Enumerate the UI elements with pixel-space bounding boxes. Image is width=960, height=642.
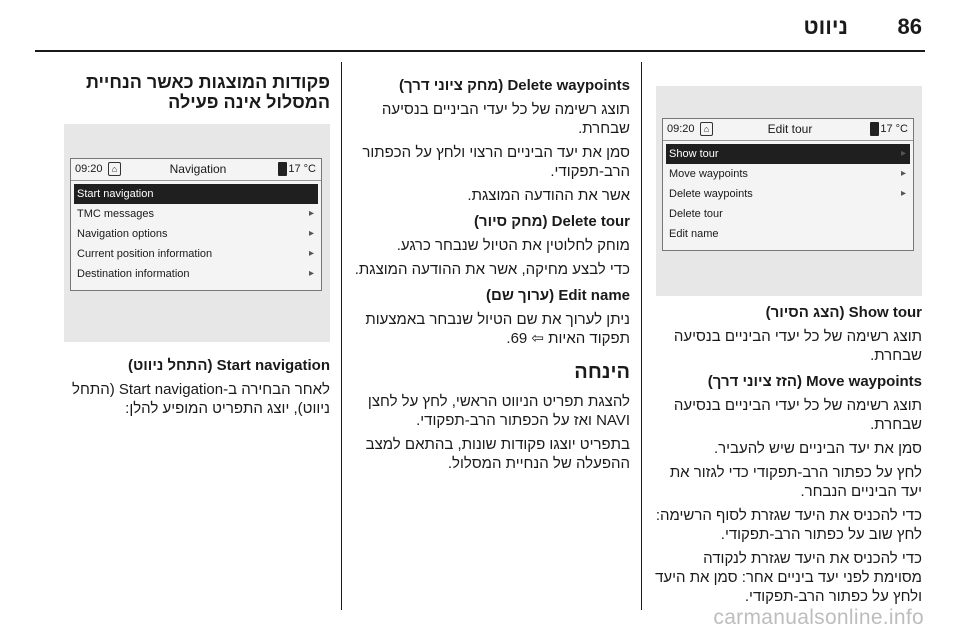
- chevron-right-icon: ▸: [308, 248, 314, 259]
- chevron-right-icon: ▸: [900, 168, 906, 179]
- thermometer-icon: [278, 162, 287, 176]
- paragraph: בתפריט יוצגו פקודות שונות, בהתאם למצב ההפעלה של הנחיית המסלול.: [365, 436, 630, 472]
- menu-item-delete-waypoints[interactable]: Delete waypoints ▸: [666, 184, 910, 204]
- chevron-right-icon: ▸: [308, 268, 314, 279]
- page-number: 86: [897, 14, 922, 39]
- paragraph: לחץ על כפתור הרב-תפקודי כדי לגזור את יעד הביניים הנבחר.: [669, 464, 922, 500]
- paragraph: ניתן לערוך את שם הטיול שנבחר באמצעות תפקוד האיות ⇦ 69.: [365, 311, 630, 347]
- chevron-right-icon: ▸: [900, 188, 906, 199]
- column-divider-left: [341, 62, 342, 610]
- thermometer-icon: [870, 122, 879, 136]
- menu-list: [71, 181, 321, 290]
- paragraph: אשר את ההודעה המוצגת.: [467, 187, 630, 204]
- clock: 09:20: [667, 123, 695, 135]
- paragraph: לאחר הבחירה ב-Start navigation (התחל ניווט), יוצג התפריט המופיע להלן:: [72, 381, 330, 417]
- item-title-move-waypoints: Move waypoints (הזז ציוני דרך): [707, 373, 922, 390]
- menu-item-current-position[interactable]: Current position information ▸: [74, 244, 318, 264]
- menu-item-destination-information[interactable]: Destination information ▸: [74, 264, 318, 284]
- temperature: 17 °C: [288, 163, 316, 175]
- tour-icon: ⌂: [108, 162, 121, 176]
- screen-title: Navigation: [169, 162, 227, 176]
- watermark: carmanualsonline.info: [713, 606, 924, 629]
- paragraph: להצגת תפריט הניווט הראשי, לחץ על לחצן NAVI ואז על הכפתור הרב-תפקודי.: [367, 393, 630, 429]
- menu-item-navigation-options[interactable]: Navigation options ▸: [74, 224, 318, 244]
- item-title-edit-name: Edit name (ערוך שם): [486, 287, 630, 304]
- clock: 09:20: [75, 163, 103, 175]
- temperature: 17 °C: [880, 123, 908, 135]
- paragraph: כדי להכניס את היעד שגזרת לסוף הרשימה: לחץ שוב על כפתור הרב-תפקודי.: [655, 507, 922, 543]
- menu-item-tmc-messages[interactable]: TMC messages ▸: [74, 204, 318, 224]
- paragraph: תוצג רשימה של כל יעדי הביניים בנסיעה שבחרת.: [381, 101, 630, 137]
- column-divider-right: [641, 62, 642, 610]
- edit-tour-screenshot: [656, 86, 922, 296]
- column-middle: [352, 62, 630, 612]
- column-right: [652, 62, 922, 612]
- display-screen: [70, 158, 322, 291]
- menu-item-show-tour[interactable]: Show tour ▸: [666, 144, 910, 164]
- page-header: [0, 0, 960, 52]
- item-title-delete-tour: Delete tour (מחק סיור): [473, 213, 630, 230]
- paragraph: כדי להכניס את היעד שגזרת לנקודה מסוימת לפני יעד ביניים אחר: סמן את היעד ולחץ על כפתור הרב-תפקודי.: [655, 550, 922, 605]
- column-left: [38, 62, 330, 612]
- paragraph: תוצג רשימה של כל יעדי הביניים בנסיעה שבחרת.: [673, 328, 922, 364]
- item-title-delete-waypoints: Delete waypoints (מחק ציוני דרך): [399, 77, 630, 94]
- item-title-start-navigation: Start navigation (התחל ניווט): [127, 357, 330, 374]
- screen-header: [71, 159, 321, 181]
- navigation-menu-screenshot: [64, 124, 330, 342]
- menu-item-start-navigation[interactable]: Start navigation: [74, 184, 318, 204]
- page-title: ניווט: [803, 14, 848, 39]
- item-title-show-tour: Show tour (הצג הסיור): [765, 304, 922, 321]
- chevron-right-icon: ▸: [308, 228, 314, 239]
- tour-icon: ⌂: [700, 122, 713, 136]
- chevron-right-icon: ▸: [308, 208, 314, 219]
- paragraph: כדי לבצע מחיקה, אשר את ההודעה המוצגת.: [354, 261, 630, 278]
- menu-item-edit-name[interactable]: Edit name: [669, 228, 719, 240]
- chevron-right-icon: ▸: [900, 148, 906, 159]
- section-heading-inactive: פקודות המוצגות כאשר הנחיית המסלול אינה פעילה: [85, 72, 330, 112]
- menu-item-move-waypoints[interactable]: Move waypoints ▸: [666, 164, 910, 184]
- display-screen: [662, 118, 914, 251]
- section-heading-guidance: הינחה: [574, 361, 630, 383]
- screen-title: Edit tour: [767, 122, 813, 136]
- menu-item-delete-tour[interactable]: Delete tour: [669, 208, 723, 220]
- paragraph: מוחק לחלוטין את הטיול שנבחר כרגע.: [396, 237, 630, 254]
- screen-header: [663, 119, 913, 141]
- header-rule: [35, 50, 925, 52]
- paragraph: תוצג רשימה של כל יעדי הביניים בנסיעה שבחרת.: [673, 397, 922, 433]
- menu-list: [663, 141, 913, 250]
- paragraph: סמן את יעד הביניים הרצוי ולחץ על הכפתור הרב-תפקודי.: [362, 144, 630, 180]
- paragraph: סמן את יעד הביניים שיש להעביר.: [713, 440, 922, 457]
